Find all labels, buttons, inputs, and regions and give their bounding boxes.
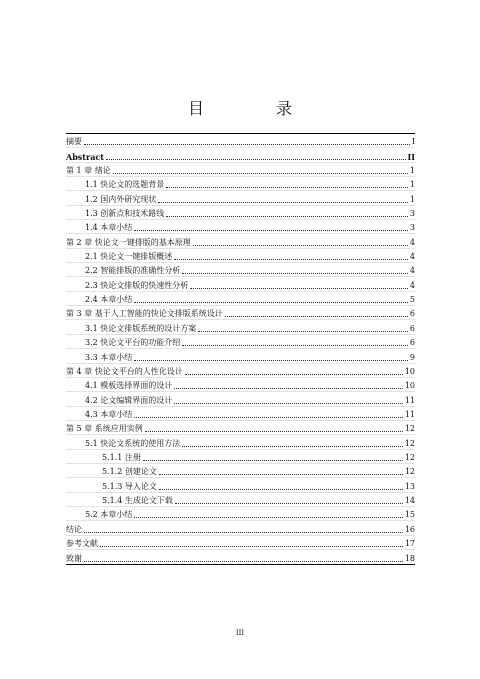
- toc-entry: [66, 421, 415, 435]
- toc-entry: [66, 234, 415, 248]
- toc-entry-label: 3.1 快论文排版系统的设计方案: [85, 323, 197, 333]
- toc-leader-dots: [174, 403, 403, 404]
- table-of-contents: [66, 133, 415, 565]
- toc-entry-page: 4: [409, 252, 415, 262]
- toc-entry-label: 5.1.2 创建论文: [102, 467, 157, 477]
- toc-entry-page: 4: [409, 266, 415, 276]
- toc-entry-label: 4.3 本章小结: [85, 409, 133, 419]
- toc-entry: [66, 163, 415, 177]
- toc-entry-page: 1: [409, 166, 415, 176]
- toc-entry-label: 第 1 章 绪论: [66, 166, 111, 176]
- toc-entry-label: 第 2 章 快论文一键排版的基本原理: [66, 237, 191, 247]
- toc-entry-label: 1.1 快论文的选题背景: [85, 180, 165, 190]
- toc-entry: [66, 378, 415, 392]
- toc-entry-label: 2.4 本章小结: [85, 295, 133, 305]
- toc-leader-dots: [143, 460, 403, 461]
- toc-entry-page: 12: [404, 452, 415, 462]
- toc-leader-dots: [166, 187, 408, 188]
- toc-entry: [66, 335, 415, 349]
- toc-entry: [66, 206, 415, 220]
- toc-entry: [66, 364, 415, 378]
- toc-entry-label: 致谢: [66, 554, 82, 564]
- page-number: III: [235, 629, 245, 637]
- toc-entry-page: 16: [404, 524, 415, 534]
- toc-entry: [66, 507, 415, 521]
- toc-entry: [66, 320, 415, 334]
- toc-leader-dots: [190, 288, 408, 289]
- toc-entry-page: 6: [409, 309, 415, 319]
- toc-entry-label: 3.3 本章小结: [85, 352, 133, 362]
- toc-entry-page: 6: [409, 338, 415, 348]
- toc-entry-label: 2.2 智能排版的准确性分析: [85, 266, 181, 276]
- toc-entry-label: 5.1.3 导入论文: [102, 481, 157, 491]
- toc-entry-page: 15: [404, 510, 415, 520]
- toc-leader-dots: [134, 360, 408, 361]
- toc-entry-page: 3: [409, 209, 415, 219]
- toc-entry: [66, 277, 415, 291]
- toc-leader-dots: [193, 245, 408, 246]
- toc-entry: [66, 148, 415, 162]
- toc-entry: [66, 292, 415, 306]
- toc-entry: [66, 392, 415, 406]
- toc-entry-label: 1.3 创新点和技术路线: [85, 209, 165, 219]
- toc-entry: [66, 550, 415, 564]
- toc-leader-dots: [100, 546, 403, 547]
- toc-entry: [66, 220, 415, 234]
- toc-entry-page: I: [411, 137, 415, 147]
- toc-leader-dots: [159, 474, 403, 475]
- toc-leader-dots: [225, 316, 408, 317]
- toc-leader-dots: [134, 417, 403, 418]
- toc-entry: [66, 521, 415, 535]
- toc-entry: [66, 263, 415, 277]
- toc-leader-dots: [84, 532, 403, 533]
- toc-entry: [66, 464, 415, 478]
- toc-entry-label: 2.3 快论文排版的快速性分析: [85, 280, 189, 290]
- toc-entry-page: 4: [409, 280, 415, 290]
- toc-entry-label: 2.1 快论文一键排版概述: [85, 252, 173, 262]
- toc-entry: [66, 435, 415, 449]
- toc-leader-dots: [174, 388, 403, 389]
- toc-entry: [66, 134, 415, 148]
- toc-entry-label: 1.2 国内外研究现状: [85, 194, 157, 204]
- toc-entry-page: 5: [409, 295, 415, 305]
- toc-entry-page: II: [407, 151, 415, 162]
- toc-entry-page: 1: [409, 194, 415, 204]
- toc-entry-page: 9: [409, 352, 415, 362]
- toc-entry: [66, 177, 415, 191]
- toc-leader-dots: [182, 273, 408, 274]
- toc-leader-dots: [134, 517, 403, 518]
- toc-entry-label: 第 5 章 系统应用实例: [66, 424, 143, 434]
- toc-entry-page: 10: [404, 366, 415, 376]
- toc-entry-label: 4.1 模板选择界面的设计: [85, 381, 173, 391]
- toc-leader-dots: [182, 446, 403, 447]
- toc-entry-page: 4: [409, 237, 415, 247]
- toc-leader-dots: [84, 561, 403, 562]
- toc-entry: [66, 478, 415, 492]
- toc-entry-label: 5.1.1 注册: [102, 452, 141, 462]
- toc-leader-dots: [106, 159, 406, 160]
- toc-entry: [66, 306, 415, 320]
- toc-entry-page: 3: [409, 223, 415, 233]
- toc-entry-label: 3.2 快论文平台的功能介绍: [85, 338, 181, 348]
- toc-leader-dots: [134, 302, 408, 303]
- toc-entry: [66, 349, 415, 363]
- toc-entry-label: 5.2 本章小结: [85, 510, 133, 520]
- toc-entry: [66, 493, 415, 507]
- toc-entry: [66, 536, 415, 550]
- toc-entry: [66, 450, 415, 464]
- toc-entry-page: 14: [404, 495, 415, 505]
- toc-entry-label: 1.4 本章小结: [85, 223, 133, 233]
- toc-entry-page: 17: [404, 538, 415, 548]
- toc-leader-dots: [175, 503, 403, 504]
- toc-entry-label: 5.1.4 生成论文下载: [102, 495, 173, 505]
- toc-entry-page: 12: [404, 424, 415, 434]
- toc-leader-dots: [134, 230, 408, 231]
- toc-entry-label: 5.1 快论文系统的使用方法: [85, 438, 181, 448]
- toc-entry-page: 18: [404, 554, 415, 564]
- toc-leader-dots: [84, 144, 410, 145]
- toc-entry-label: Abstract: [66, 151, 104, 162]
- toc-leader-dots: [198, 331, 408, 332]
- toc-entry-page: 6: [409, 323, 415, 333]
- toc-entry-page: 11: [404, 395, 415, 405]
- toc-entry-page: 10: [404, 381, 415, 391]
- toc-entry: [66, 407, 415, 421]
- toc-entry-page: 1: [409, 180, 415, 190]
- toc-leader-dots: [145, 431, 403, 432]
- toc-leader-dots: [158, 202, 408, 203]
- toc-entry-label: 4.2 论文编辑界面的设计: [85, 395, 173, 405]
- toc-entry-page: 12: [404, 467, 415, 477]
- toc-leader-dots: [113, 173, 408, 174]
- toc-entry-label: 第 4 章 快论文平台的人性化设计: [66, 366, 183, 376]
- toc-entry-label: 摘要: [66, 137, 82, 147]
- toc-entry-label: 第 3 章 基于人工智能的快论文排版系统设计: [66, 309, 223, 319]
- toc-leader-dots: [182, 345, 408, 346]
- toc-leader-dots: [185, 374, 403, 375]
- toc-leader-dots: [174, 259, 408, 260]
- toc-leader-dots: [166, 216, 408, 217]
- toc-entry: [66, 191, 415, 205]
- toc-entry-page: 11: [404, 409, 415, 419]
- toc-entry-label: 参考文献: [66, 538, 98, 548]
- toc-leader-dots: [159, 489, 403, 490]
- toc-entry: [66, 249, 415, 263]
- toc-entry-label: 结论: [66, 524, 82, 534]
- toc-entry-page: 12: [404, 438, 415, 448]
- toc-entry-page: 13: [404, 481, 415, 491]
- page-title: 目 录: [187, 99, 320, 118]
